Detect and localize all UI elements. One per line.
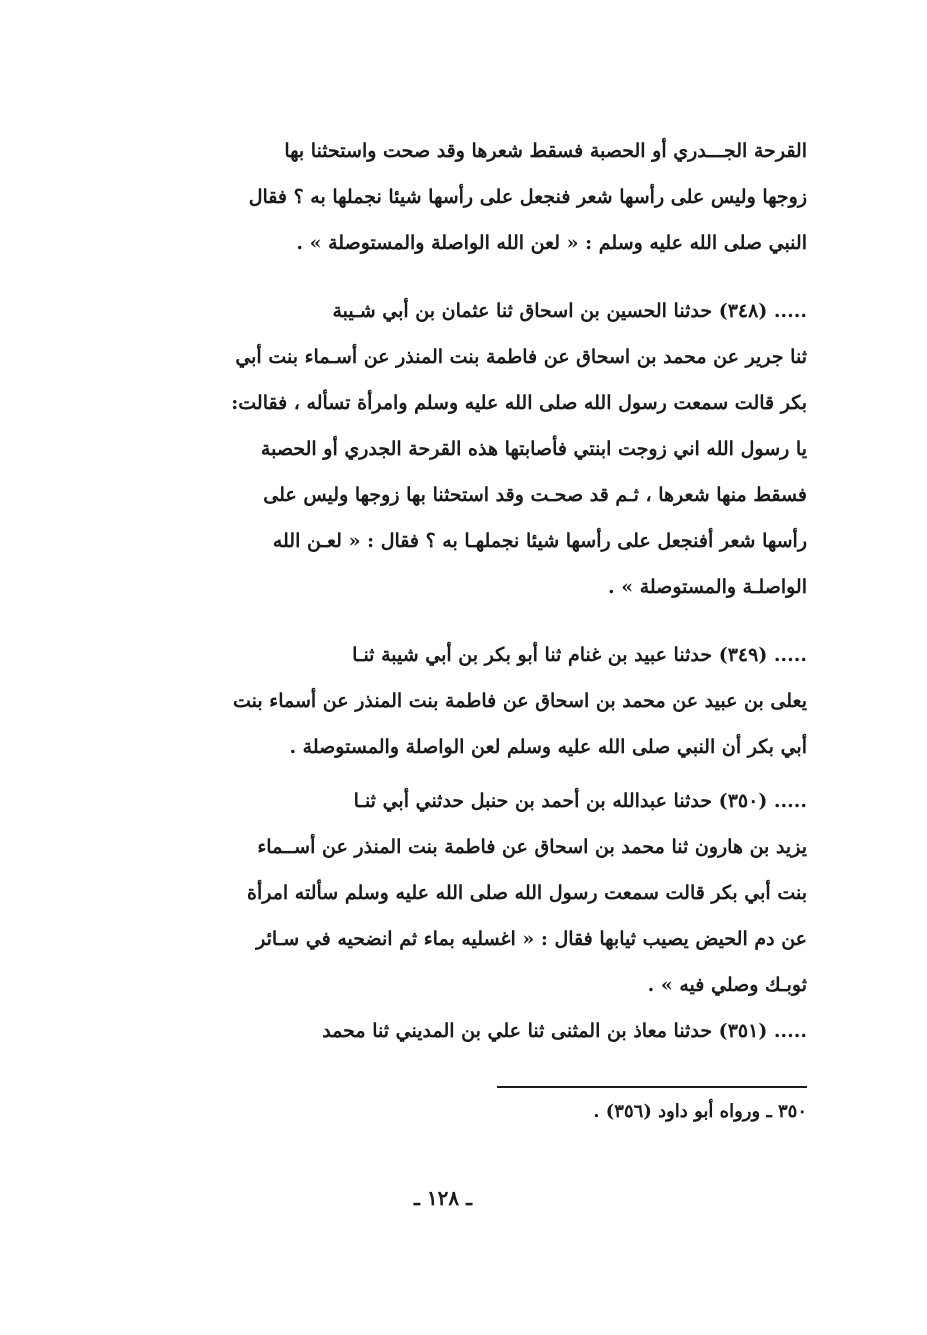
text-line: بنت أبي بكر قالت سمعت رسول الله صلى الله عليه وسلم سألته امرأة <box>247 882 807 904</box>
text-line: أبي بكر أن النبي صلى الله عليه وسلم لعن الواصلة والمستوصلة . <box>289 736 807 758</box>
text-line: ..... (٣٤٨) حدثنا الحسين بن اسحاق ثنا عثمان بن أبي شـيبة <box>332 300 807 322</box>
footnote-divider <box>497 1086 807 1088</box>
text-line: ..... (٣٥١) حدثنا معاذ بن المثنى ثنا علي بن المديني ثنا محمد <box>322 1020 807 1042</box>
paragraph-gap <box>105 266 807 288</box>
text-line: فسقط منها شعرها ، ثـم قد صحـت وقد استحثنا بها زوجها وليس على <box>263 484 807 506</box>
text-line: بكر قالت سمعت رسول الله صلى الله عليه وسلم وامرأة تسأله ، فقالت: <box>231 392 807 414</box>
paragraph-gap <box>105 770 807 778</box>
text-line: ..... (٣٥٠) حدثنا عبدالله بن أحمد بن حنبل حدثني أبي ثنـا <box>353 790 807 812</box>
text-line: ..... (٣٤٩) حدثنا عبيد بن غنام ثنا أبو بكر بن أبي شيبة ثنـا <box>352 644 807 666</box>
text-line: يعلى بن عبيد عن محمد بن اسحاق عن فاطمة بنت المنذر عن أسماء بنت <box>232 690 807 712</box>
text-line: زوجها وليس على رأسها شعر فنجعل على رأسها شيئا نجملها به ؟ فقال <box>248 186 807 208</box>
footnote: ٣٥٠ ـ ورواه أبو داود (٣٥٦) . <box>593 1101 807 1122</box>
text-line: رأسها شعر أفنجعل على رأسها شيئا نجملهـا به ؟ فقال : « لعـن الله <box>272 530 807 552</box>
text-line: يزيد بن هارون ثنا محمد بن اسحاق عن فاطمة بنت المنذر عن أســماء <box>257 836 807 858</box>
text-line: القرحة الجـــدري أو الحصبة فسقط شعرها وقد صحت واستحثنا بها <box>284 140 807 162</box>
paragraph <box>105 1008 807 1054</box>
hadith-body <box>105 128 807 1054</box>
paragraph <box>105 128 807 266</box>
text-line: ثنا جرير عن محمد بن اسحاق عن فاطمة بنت المنذر عن أسـماء بنت أبي <box>235 346 807 368</box>
text-line: يا رسول الله اني زوجت ابنتي فأصابتها هذه القرحة الجدري أو الحصبة <box>260 438 807 460</box>
text-line: النبي صلى الله عليه وسلم : « لعن الله الواصلة والمستوصلة » . <box>296 232 807 254</box>
paragraph <box>105 778 807 1008</box>
text-line: الواصلـة والمستوصلة » . <box>607 576 807 598</box>
paragraph-gap <box>105 610 807 632</box>
page-number: ـ ١٢٨ ـ <box>414 1186 472 1210</box>
paragraph <box>105 288 807 610</box>
text-line: عن دم الحيض يصيب ثيابها فقال : « اغسليه بماء ثم انضحيه في سـائر <box>256 928 807 950</box>
paragraph <box>105 632 807 770</box>
text-line: ثوبـك وصلي فيه » . <box>647 974 807 996</box>
